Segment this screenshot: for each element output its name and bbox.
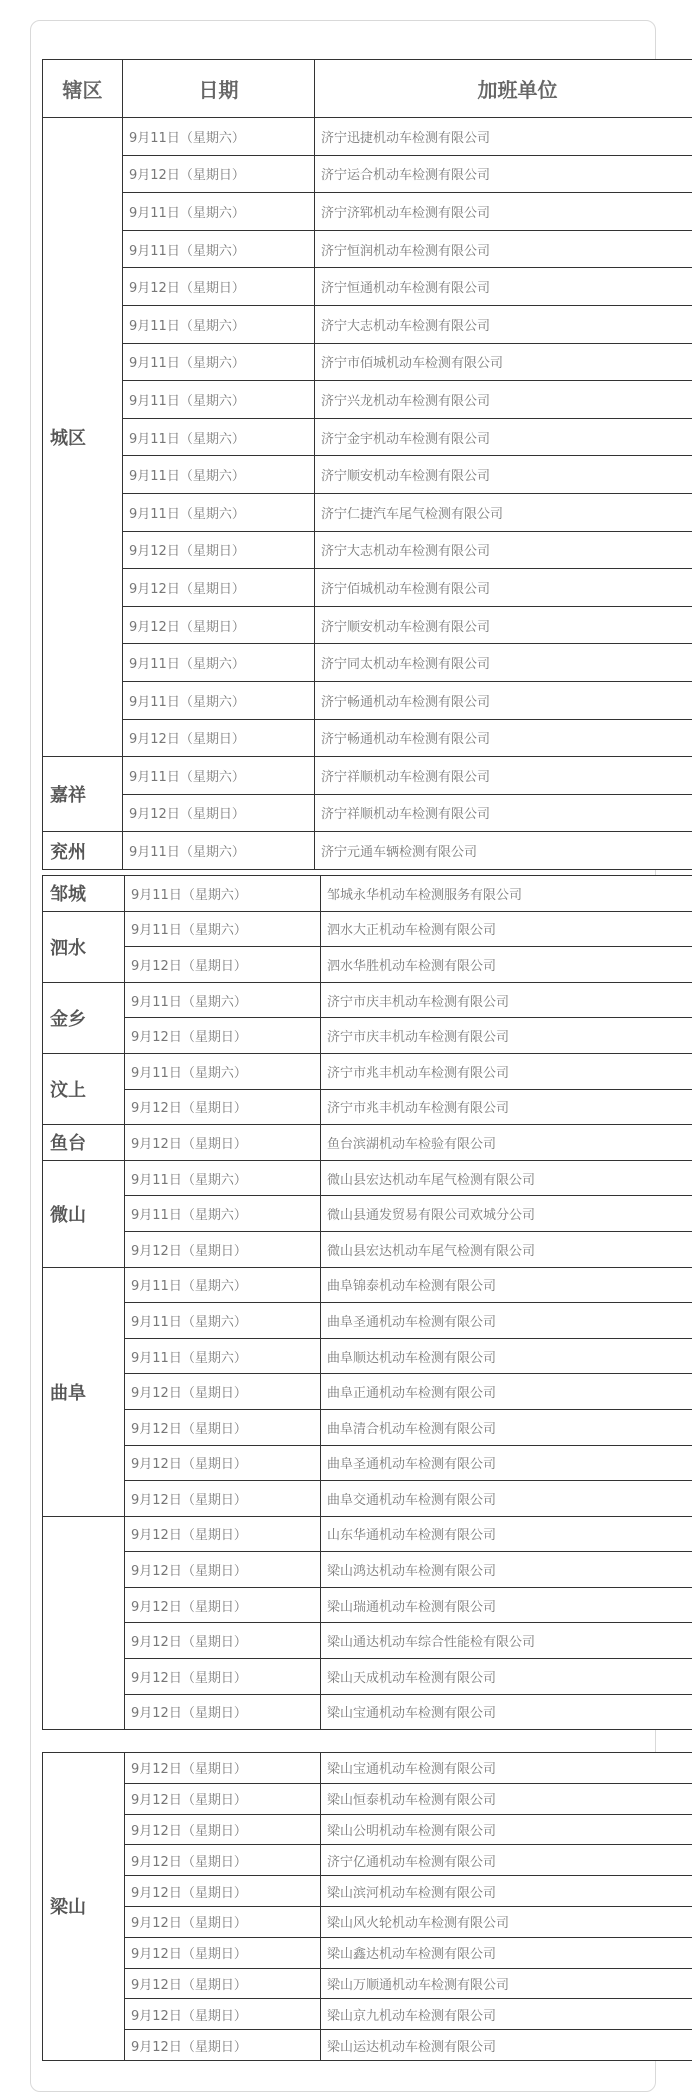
table-row — [43, 681, 692, 719]
table-row — [43, 1623, 692, 1659]
unit-cell: 济宁顺安机动车检测有限公司 — [315, 606, 692, 644]
date-cell: 9月12日（星期日） — [125, 1231, 321, 1267]
unit-cell: 梁山公明机动车检测有限公司 — [321, 1814, 692, 1845]
district-cell: 邹城 — [43, 876, 125, 912]
unit-cell: 梁山运达机动车检测有限公司 — [321, 2030, 692, 2061]
table-row — [43, 1906, 692, 1937]
district-cell: 泗水 — [43, 911, 125, 982]
district-cell: 鱼台 — [43, 1125, 125, 1161]
unit-cell: 曲阜圣通机动车检测有限公司 — [321, 1445, 692, 1481]
unit-cell: 济宁畅通机动车检测有限公司 — [315, 719, 692, 757]
unit-cell: 梁山瑞通机动车检测有限公司 — [321, 1587, 692, 1623]
unit-cell: 梁山天成机动车检测有限公司 — [321, 1659, 692, 1695]
date-cell: 9月11日（星期六） — [123, 493, 315, 531]
date-cell: 9月11日（星期六） — [125, 911, 321, 947]
unit-cell: 济宁市兆丰机动车检测有限公司 — [321, 1053, 692, 1089]
date-cell: 9月12日（星期日） — [125, 1659, 321, 1695]
table-row — [43, 305, 692, 343]
unit-cell: 曲阜交通机动车检测有限公司 — [321, 1481, 692, 1517]
unit-cell: 梁山宝通机动车检测有限公司 — [321, 1753, 692, 1784]
date-cell: 9月12日（星期日） — [125, 1089, 321, 1125]
date-cell: 9月12日（星期日） — [123, 155, 315, 193]
unit-cell: 梁山宝通机动车检测有限公司 — [321, 1694, 692, 1730]
unit-cell: 微山县宏达机动车尾气检测有限公司 — [321, 1231, 692, 1267]
table-row — [43, 381, 692, 419]
table-row — [43, 1694, 692, 1730]
table-row — [43, 2030, 692, 2061]
unit-cell: 梁山万顺通机动车检测有限公司 — [321, 1968, 692, 1999]
table-row — [43, 1753, 692, 1784]
table-row — [43, 1409, 692, 1445]
unit-cell: 鱼台滨湖机动车检验有限公司 — [321, 1125, 692, 1161]
table-row — [43, 947, 692, 983]
table-row — [43, 719, 692, 757]
table-row — [43, 1516, 692, 1552]
unit-cell: 梁山通达机动车综合性能检有限公司 — [321, 1623, 692, 1659]
unit-cell: 梁山鑫达机动车检测有限公司 — [321, 1937, 692, 1968]
unit-cell: 济宁大志机动车检测有限公司 — [315, 305, 692, 343]
unit-cell: 济宁市庆丰机动车检测有限公司 — [321, 1018, 692, 1054]
table-row — [43, 493, 692, 531]
unit-cell: 邹城永华机动车检测服务有限公司 — [321, 876, 692, 912]
unit-cell: 泗水大正机动车检测有限公司 — [321, 911, 692, 947]
table-row — [43, 911, 692, 947]
table-row — [43, 1338, 692, 1374]
date-cell: 9月12日（星期日） — [125, 1587, 321, 1623]
table-row — [43, 644, 692, 682]
date-cell: 9月12日（星期日） — [125, 1876, 321, 1907]
date-cell: 9月11日（星期六） — [125, 1160, 321, 1196]
table-row — [43, 1937, 692, 1968]
header-row — [43, 60, 692, 118]
unit-cell: 济宁市兆丰机动车检测有限公司 — [321, 1089, 692, 1125]
date-cell: 9月11日（星期六） — [123, 757, 315, 795]
date-cell: 9月12日（星期日） — [125, 1623, 321, 1659]
table-row — [43, 155, 692, 193]
date-cell: 9月11日（星期六） — [125, 1053, 321, 1089]
table-row — [43, 456, 692, 494]
table-row — [43, 569, 692, 607]
district-cell: 兖州 — [43, 832, 123, 870]
date-cell: 9月12日（星期日） — [123, 606, 315, 644]
date-cell: 9月11日（星期六） — [123, 381, 315, 419]
date-cell: 9月11日（星期六） — [123, 193, 315, 231]
unit-cell: 曲阜正通机动车检测有限公司 — [321, 1374, 692, 1410]
unit-cell: 济宁市佰城机动车检测有限公司 — [315, 343, 692, 381]
district-cell — [43, 1516, 125, 1730]
column-header-district: 辖区 — [43, 60, 123, 118]
table-row — [43, 1018, 692, 1054]
table-row — [43, 1445, 692, 1481]
date-cell: 9月11日（星期六） — [123, 230, 315, 268]
date-cell: 9月12日（星期日） — [125, 1753, 321, 1784]
table-row — [43, 1089, 692, 1125]
unit-cell: 梁山恒泰机动车检测有限公司 — [321, 1783, 692, 1814]
table-row — [43, 118, 692, 156]
district-cell: 金乡 — [43, 982, 125, 1053]
unit-cell: 济宁迅捷机动车检测有限公司 — [315, 118, 692, 156]
date-cell: 9月11日（星期六） — [123, 681, 315, 719]
date-cell: 9月11日（星期六） — [125, 1338, 321, 1374]
unit-cell: 济宁济郓机动车检测有限公司 — [315, 193, 692, 231]
date-cell: 9月11日（星期六） — [123, 832, 315, 870]
table-row — [43, 832, 692, 870]
date-cell: 9月12日（星期日） — [125, 1125, 321, 1161]
unit-cell: 济宁亿通机动车检测有限公司 — [321, 1845, 692, 1876]
unit-cell: 济宁大志机动车检测有限公司 — [315, 531, 692, 569]
date-cell: 9月12日（星期日） — [125, 1018, 321, 1054]
table-row — [43, 1303, 692, 1339]
unit-cell: 山东华通机动车检测有限公司 — [321, 1516, 692, 1552]
date-cell: 9月11日（星期六） — [123, 456, 315, 494]
table-row — [43, 1231, 692, 1267]
table-row — [43, 606, 692, 644]
unit-cell: 济宁恒润机动车检测有限公司 — [315, 230, 692, 268]
unit-cell: 济宁兴龙机动车检测有限公司 — [315, 381, 692, 419]
date-cell: 9月11日（星期六） — [125, 876, 321, 912]
unit-cell: 济宁畅通机动车检测有限公司 — [315, 681, 692, 719]
unit-cell: 微山县宏达机动车尾气检测有限公司 — [321, 1160, 692, 1196]
date-cell: 9月11日（星期六） — [125, 1267, 321, 1303]
unit-cell: 济宁佰城机动车检测有限公司 — [315, 569, 692, 607]
unit-cell: 曲阜清合机动车检测有限公司 — [321, 1409, 692, 1445]
district-cell: 汶上 — [43, 1053, 125, 1124]
date-cell: 9月12日（星期日） — [125, 947, 321, 983]
unit-cell: 梁山滨河机动车检测有限公司 — [321, 1876, 692, 1907]
column-header-unit: 加班单位 — [315, 60, 692, 118]
unit-cell: 济宁元通车辆检测有限公司 — [315, 832, 692, 870]
date-cell: 9月12日（星期日） — [125, 1814, 321, 1845]
date-cell: 9月12日（星期日） — [125, 1409, 321, 1445]
date-cell: 9月11日（星期六） — [123, 305, 315, 343]
date-cell: 9月11日（星期六） — [125, 1196, 321, 1232]
unit-cell: 梁山鸿达机动车检测有限公司 — [321, 1552, 692, 1588]
table-row — [43, 1876, 692, 1907]
table-row — [43, 757, 692, 795]
unit-cell: 济宁金宇机动车检测有限公司 — [315, 418, 692, 456]
date-cell: 9月12日（星期日） — [125, 1552, 321, 1588]
unit-cell: 济宁运合机动车检测有限公司 — [315, 155, 692, 193]
district-cell: 曲阜 — [43, 1267, 125, 1516]
unit-cell: 济宁市庆丰机动车检测有限公司 — [321, 982, 692, 1018]
table-row — [43, 1845, 692, 1876]
date-cell: 9月11日（星期六） — [123, 644, 315, 682]
date-cell: 9月12日（星期日） — [123, 569, 315, 607]
date-cell: 9月12日（星期日） — [125, 2030, 321, 2061]
table-row — [43, 1552, 692, 1588]
schedule-table-2 — [42, 875, 692, 1730]
table-row — [43, 1659, 692, 1695]
table-row — [43, 1999, 692, 2030]
date-cell: 9月12日（星期日） — [125, 1906, 321, 1937]
date-cell: 9月12日（星期日） — [123, 794, 315, 832]
district-cell: 梁山 — [43, 1753, 125, 2061]
date-cell: 9月12日（星期日） — [125, 1481, 321, 1517]
table-row — [43, 1196, 692, 1232]
table-row — [43, 982, 692, 1018]
date-cell: 9月11日（星期六） — [125, 982, 321, 1018]
date-cell: 9月12日（星期日） — [125, 1374, 321, 1410]
schedule-table-1 — [42, 59, 692, 870]
table-row — [43, 876, 692, 912]
table-row — [43, 1783, 692, 1814]
date-cell: 9月12日（星期日） — [125, 1845, 321, 1876]
schedule-table-3 — [42, 1752, 692, 2061]
unit-cell: 曲阜锦泰机动车检测有限公司 — [321, 1267, 692, 1303]
unit-cell: 济宁祥顺机动车检测有限公司 — [315, 757, 692, 795]
table-row — [43, 794, 692, 832]
table-row — [43, 1053, 692, 1089]
table-row — [43, 1968, 692, 1999]
table-row — [43, 193, 692, 231]
table-row — [43, 1587, 692, 1623]
date-cell: 9月12日（星期日） — [125, 1937, 321, 1968]
date-cell: 9月12日（星期日） — [125, 1783, 321, 1814]
district-cell: 城区 — [43, 118, 123, 757]
column-header-date: 日期 — [123, 60, 315, 118]
unit-cell: 梁山京九机动车检测有限公司 — [321, 1999, 692, 2030]
unit-cell: 济宁恒通机动车检测有限公司 — [315, 268, 692, 306]
table-row — [43, 418, 692, 456]
district-cell: 嘉祥 — [43, 757, 123, 832]
date-cell: 9月11日（星期六） — [123, 343, 315, 381]
date-cell: 9月12日（星期日） — [125, 1694, 321, 1730]
date-cell: 9月12日（星期日） — [125, 1516, 321, 1552]
table-row — [43, 343, 692, 381]
unit-cell: 梁山风火轮机动车检测有限公司 — [321, 1906, 692, 1937]
date-cell: 9月12日（星期日） — [123, 268, 315, 306]
date-cell: 9月11日（星期六） — [123, 118, 315, 156]
table-row — [43, 1481, 692, 1517]
district-cell: 微山 — [43, 1160, 125, 1267]
date-cell: 9月11日（星期六） — [125, 1303, 321, 1339]
table-row — [43, 230, 692, 268]
unit-cell: 曲阜顺达机动车检测有限公司 — [321, 1338, 692, 1374]
table-row — [43, 1374, 692, 1410]
date-cell: 9月12日（星期日） — [123, 719, 315, 757]
unit-cell: 济宁同太机动车检测有限公司 — [315, 644, 692, 682]
unit-cell: 济宁仁捷汽车尾气检测有限公司 — [315, 493, 692, 531]
date-cell: 9月12日（星期日） — [125, 1999, 321, 2030]
table-row — [43, 1160, 692, 1196]
table-row — [43, 531, 692, 569]
date-cell: 9月12日（星期日） — [125, 1968, 321, 1999]
unit-cell: 曲阜圣通机动车检测有限公司 — [321, 1303, 692, 1339]
date-cell: 9月12日（星期日） — [125, 1445, 321, 1481]
table-row — [43, 268, 692, 306]
unit-cell: 微山县通发贸易有限公司欢城分公司 — [321, 1196, 692, 1232]
unit-cell: 泗水华胜机动车检测有限公司 — [321, 947, 692, 983]
date-cell: 9月12日（星期日） — [123, 531, 315, 569]
unit-cell: 济宁顺安机动车检测有限公司 — [315, 456, 692, 494]
table-row — [43, 1125, 692, 1161]
table-row — [43, 1814, 692, 1845]
unit-cell: 济宁祥顺机动车检测有限公司 — [315, 794, 692, 832]
date-cell: 9月11日（星期六） — [123, 418, 315, 456]
table-row — [43, 1267, 692, 1303]
